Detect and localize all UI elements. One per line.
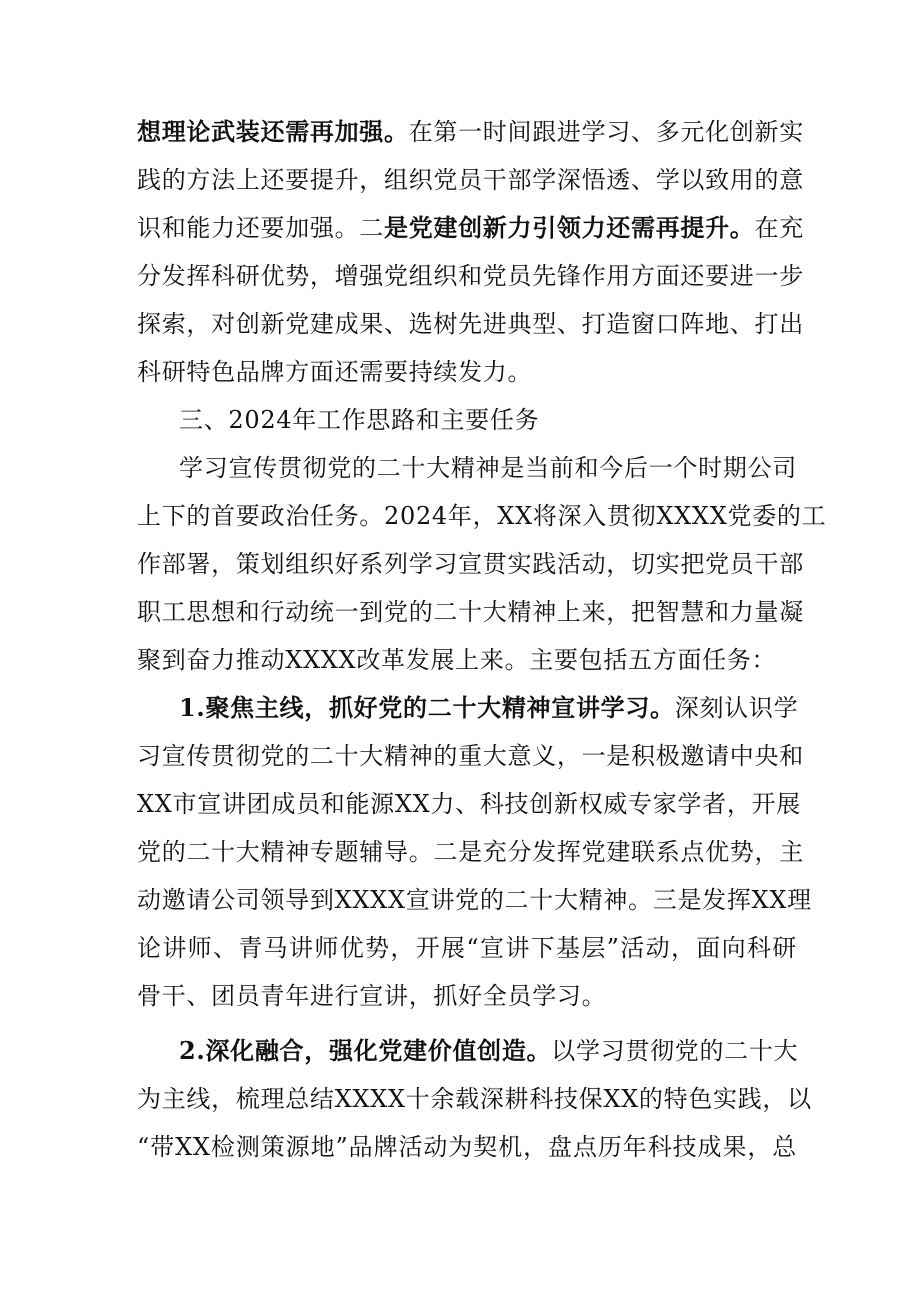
text-line bbox=[179, 1031, 797, 1071]
line-text: 在充 bbox=[754, 214, 804, 242]
text-line bbox=[137, 544, 804, 584]
section-heading bbox=[179, 400, 797, 440]
text-line bbox=[137, 1127, 797, 1167]
line-text: 党的二十大精神专题辅导。二是充分发挥党建联系点优势，主 bbox=[137, 838, 804, 866]
line-text: 三、2024年工作思路和主要任务 bbox=[179, 406, 540, 434]
text-line bbox=[137, 256, 804, 296]
text-line bbox=[137, 832, 804, 872]
bold-phrase: 是党建创新力引领力还需再提升。 bbox=[384, 213, 755, 242]
text-line bbox=[137, 784, 801, 824]
text-line bbox=[179, 688, 797, 728]
line-text: 习宣传贯彻党的二十大精神的重大意义，一是积极邀请中央和 bbox=[137, 742, 804, 770]
text-line bbox=[137, 160, 804, 200]
line-text: 在第一时间跟进学习、多元化创新实 bbox=[408, 118, 804, 146]
text-line bbox=[137, 208, 804, 248]
text-line bbox=[137, 496, 827, 536]
line-text: 动邀请公司领导到XXXX宣讲党的二十大精神。三是发挥XX理 bbox=[137, 886, 812, 914]
bold-phrase: 1.聚焦主线，抓好党的二十大精神宣讲学习。 bbox=[179, 693, 675, 722]
line-text: 聚到奋力推动XXXX改革发展上来。主要包括五方面任务： bbox=[137, 646, 777, 674]
line-text: 践的方法上还要提升，组织党员干部学深悟透、学以致用的意 bbox=[137, 166, 804, 194]
text-line bbox=[137, 736, 804, 776]
line-text: “带XX检测策源地”品牌活动为契机，盘点历年科技成果，总 bbox=[137, 1133, 797, 1161]
line-text: XX市宣讲团成员和能源XX力、科技创新权威专家学者，开展 bbox=[137, 790, 801, 818]
line-text: 上下的首要政治任务。2024年，XX将深入贯彻XXXX党委的工 bbox=[137, 502, 827, 530]
text-line bbox=[137, 976, 797, 1016]
line-text: 学习宣传贯彻党的二十大精神是当前和今后一个时期公司 bbox=[179, 454, 797, 482]
text-line bbox=[137, 112, 804, 152]
text-line bbox=[137, 640, 797, 680]
line-text: 为主线，梳理总结XXXX十余载深耕科技保XX的特色实践，以 bbox=[137, 1085, 812, 1113]
bold-phrase: 想理论武装还需再加强。 bbox=[137, 117, 409, 146]
text-line bbox=[137, 592, 804, 632]
text-line bbox=[137, 928, 797, 968]
line-text: 职工思想和行动统一到党的二十大精神上来，把智慧和力量凝 bbox=[137, 598, 804, 626]
line-text: 探索，对创新党建成果、选树先进典型、打造窗口阵地、打出 bbox=[137, 310, 804, 338]
text-line bbox=[179, 448, 797, 488]
line-text: 识和能力还要加强。二 bbox=[137, 214, 384, 242]
line-text: 作部署，策划组织好系列学习宣贯实践活动，切实把党员干部 bbox=[137, 550, 804, 578]
line-text: 科研特色品牌方面还需要持续发力。 bbox=[137, 358, 533, 386]
line-text: 骨干、团员青年进行宣讲，抓好全员学习。 bbox=[137, 982, 607, 1010]
line-text: 以学习贯彻党的二十大 bbox=[551, 1037, 799, 1065]
line-text: 分发挥科研优势，增强党组织和党员先锋作用方面还要进一步 bbox=[137, 262, 804, 290]
line-text: 深刻认识学 bbox=[674, 694, 799, 722]
bold-phrase: 2.深化融合，强化党建价值创造。 bbox=[179, 1036, 552, 1065]
text-line bbox=[137, 304, 804, 344]
text-line bbox=[137, 880, 812, 920]
line-text: 论讲师、青马讲师优势，开展“宣讲下基层”活动，面向科研 bbox=[137, 934, 797, 962]
text-line bbox=[137, 1079, 812, 1119]
text-line bbox=[137, 352, 797, 392]
